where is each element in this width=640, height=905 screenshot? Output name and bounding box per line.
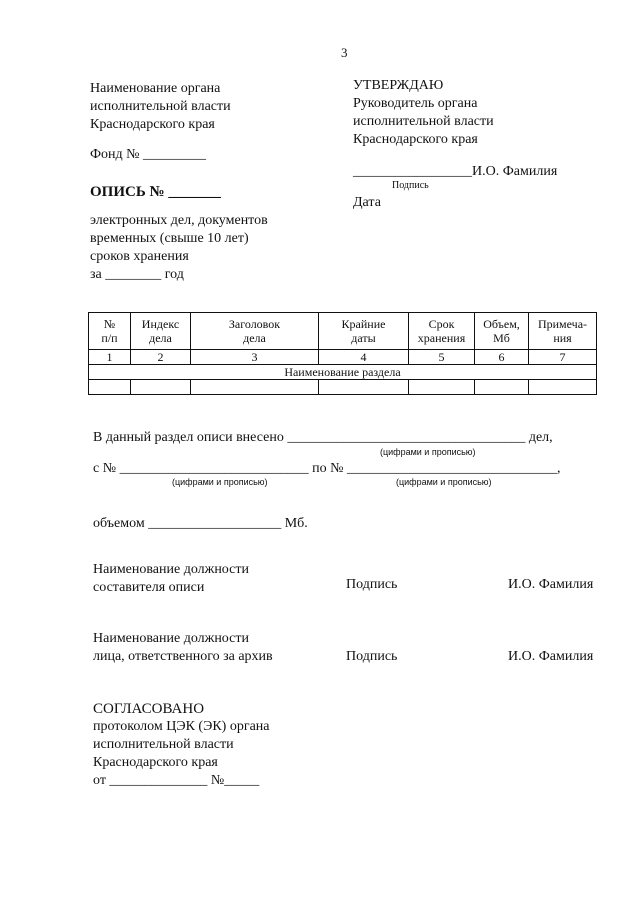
column-number: 3 xyxy=(191,350,319,365)
subtitle-line: электронных дел, документов xyxy=(90,213,268,228)
table-cell xyxy=(529,380,597,395)
header-cell: Срок хранения xyxy=(409,313,475,350)
archivist-signature: Подпись xyxy=(346,649,398,664)
from-blank: ___________________________ xyxy=(119,461,309,476)
column-number: 4 xyxy=(319,350,409,365)
volume-prefix: объемом xyxy=(93,516,145,531)
approval-date: Дата xyxy=(353,195,381,210)
compiler-signature: Подпись xyxy=(346,577,398,592)
header-cell: Крайние даты xyxy=(319,313,409,350)
column-number: 1 xyxy=(89,350,131,365)
table-cell xyxy=(131,380,191,395)
approval-line: УТВЕРЖДАЮ xyxy=(353,78,444,93)
agreed-line: протоколом ЦЭК (ЭК) органа xyxy=(93,719,270,734)
header-cell: Индекс дела xyxy=(131,313,191,350)
column-number: 6 xyxy=(475,350,529,365)
position-line: лица, ответственного за архив xyxy=(93,649,273,664)
summary-suffix: дел, xyxy=(528,430,553,445)
organization-block xyxy=(90,80,231,134)
subtitle-line: сроков хранения xyxy=(90,249,189,264)
archivist-name: И.О. Фамилия xyxy=(508,649,594,664)
table-cell xyxy=(409,380,475,395)
volume-blank: ___________________ xyxy=(148,516,282,531)
table-section-row xyxy=(89,365,597,380)
section-name: Наименование раздела xyxy=(89,365,597,380)
table-cell xyxy=(191,380,319,395)
header-cell: Объем, Мб xyxy=(475,313,529,350)
summary-prefix: В данный раздел описи внесено xyxy=(93,430,284,445)
agreed-line: исполнительной власти xyxy=(93,737,234,752)
compiler-name: И.О. Фамилия xyxy=(508,577,594,592)
column-number: 5 xyxy=(409,350,475,365)
volume-suffix: Мб. xyxy=(284,516,308,531)
approval-signature-line: _________________И.О. Фамилия xyxy=(353,164,558,179)
caption-to: (цифрами и прописью) xyxy=(396,477,492,487)
table-cell xyxy=(89,380,131,395)
position-line: составителя описи xyxy=(93,580,205,595)
to-blank: ______________________________, xyxy=(346,461,561,476)
organization-line: Краснодарского края xyxy=(90,117,215,132)
approval-signature-caption: Подпись xyxy=(392,180,429,191)
approval-line: Краснодарского края xyxy=(353,132,478,147)
agreed-block xyxy=(93,700,269,790)
subtitle-line: временных (свыше 10 лет) xyxy=(90,231,249,246)
summary-line-1 xyxy=(93,429,553,447)
header-cell: Примеча- ния xyxy=(529,313,597,350)
table-cell xyxy=(319,380,409,395)
to-label: по № xyxy=(312,461,344,476)
table-row xyxy=(89,380,597,395)
approval-block xyxy=(353,77,494,149)
agreed-line: Краснодарского края xyxy=(93,755,218,770)
inventory-subtitle xyxy=(90,212,268,284)
position-line: Наименование должности xyxy=(93,562,249,577)
table-header-row xyxy=(89,313,597,350)
header-cell: Заголовок дела xyxy=(191,313,319,350)
fond-number: Фонд № _________ xyxy=(90,147,207,162)
table-number-row xyxy=(89,350,597,365)
agreed-line: СОГЛАСОВАНО xyxy=(93,701,205,717)
archivist-position xyxy=(93,630,273,666)
summary-blank: __________________________________ xyxy=(287,430,526,445)
summary-line-2 xyxy=(93,460,560,478)
from-label: с № xyxy=(93,461,117,476)
subtitle-line: за ________ год xyxy=(90,267,184,282)
header-cell: № п/п xyxy=(89,313,131,350)
column-number: 2 xyxy=(131,350,191,365)
caption-words: (цифрами и прописью) xyxy=(380,447,476,457)
inventory-title: ОПИСЬ № _______ xyxy=(90,184,221,200)
agreed-date-line: от ______________ №_____ xyxy=(93,773,260,788)
table-cell xyxy=(475,380,529,395)
organization-line: Наименование органа xyxy=(90,81,221,96)
compiler-position xyxy=(93,561,249,597)
approval-line: исполнительной власти xyxy=(353,114,494,129)
approval-line: Руководитель органа xyxy=(353,96,478,111)
column-number: 7 xyxy=(529,350,597,365)
page-number: 3 xyxy=(341,45,348,60)
inventory-table xyxy=(88,312,597,395)
volume-line xyxy=(93,515,308,533)
caption-from: (цифрами и прописью) xyxy=(172,477,268,487)
organization-line: исполнительной власти xyxy=(90,99,231,114)
position-line: Наименование должности xyxy=(93,631,249,646)
